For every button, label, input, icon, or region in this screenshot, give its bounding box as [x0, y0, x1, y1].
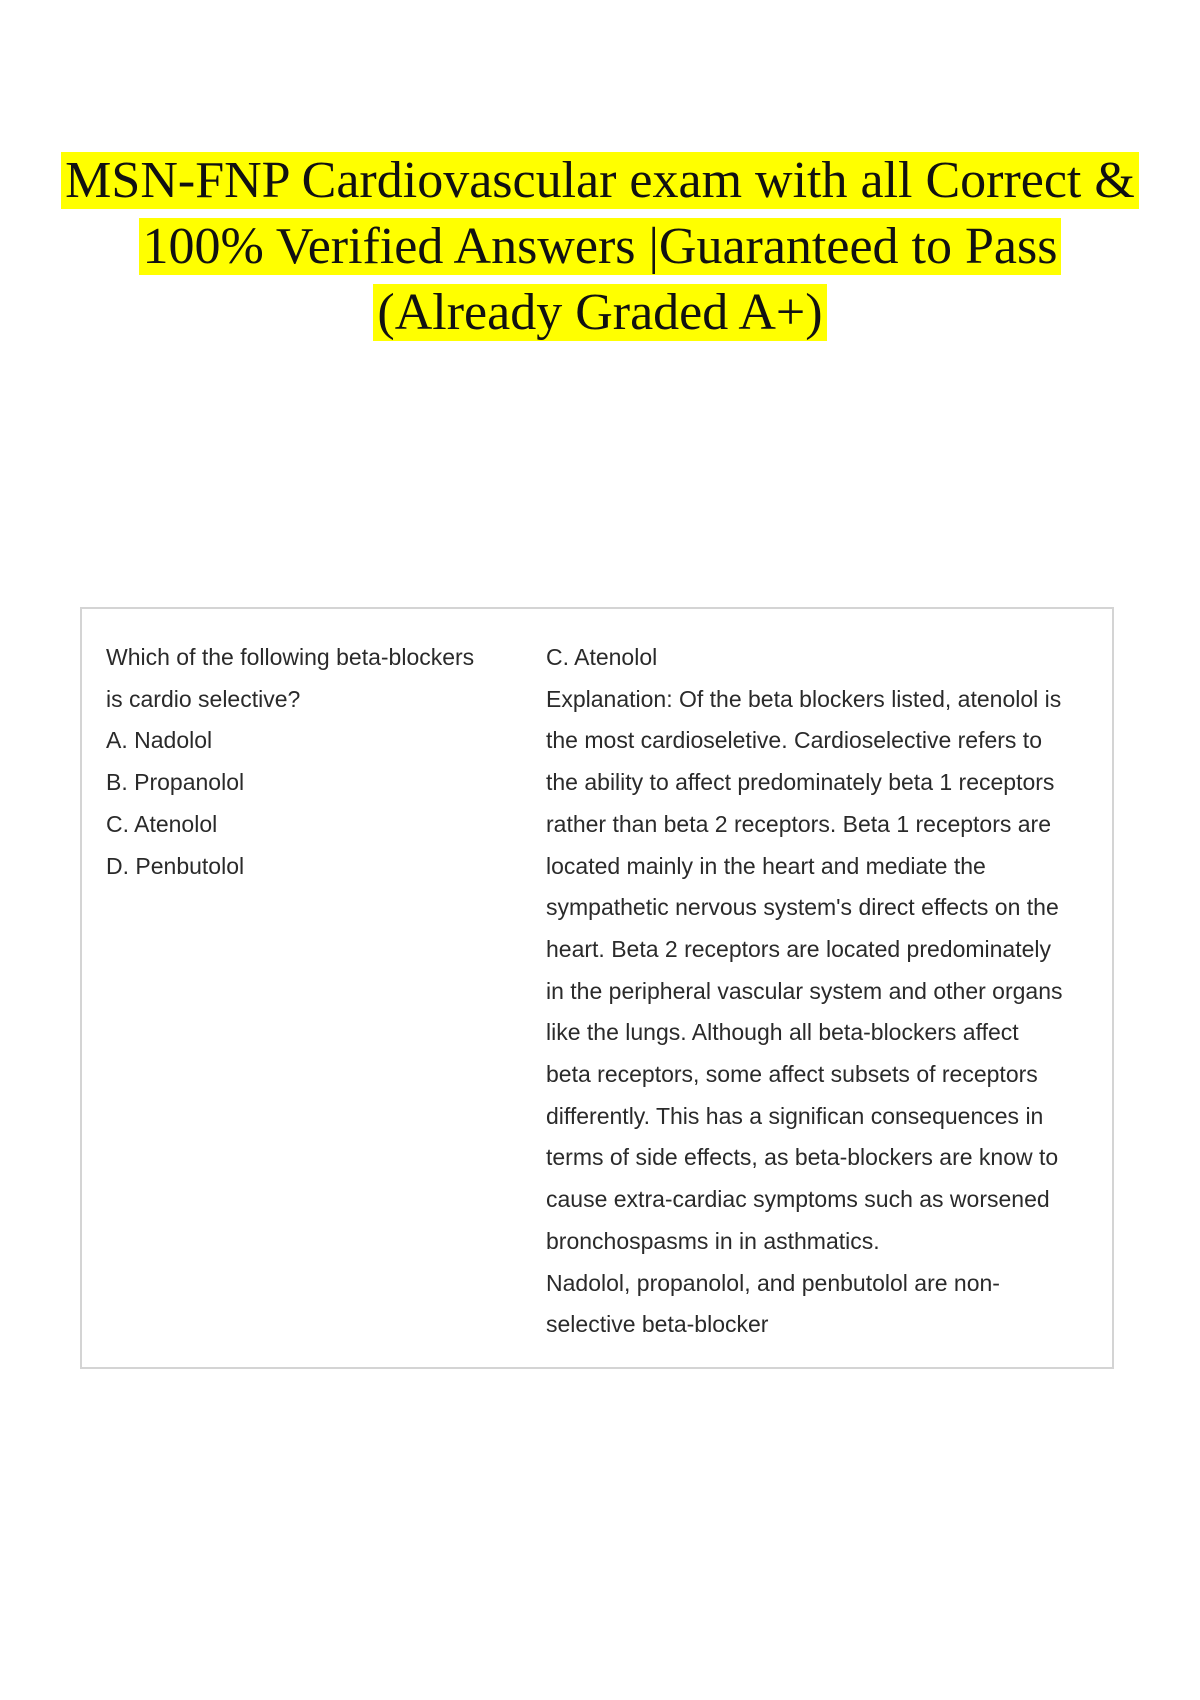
explanation-line-11: differently. This has a significan consequences in [546, 1102, 1044, 1129]
document-title [40, 148, 1160, 346]
explanation-line-10: beta receptors, some affect subsets of receptors [546, 1061, 1038, 1088]
answer-column [546, 637, 1086, 1346]
option-c: C. Atenolol [106, 810, 218, 837]
explanation-line-5: located mainly in the heart and mediate the [546, 852, 986, 879]
explanation-line-2: the most cardioseletive. Cardioselective refers to [546, 727, 1042, 754]
title-line-2: 100% Verified Answers |Guaranteed to Pass [139, 218, 1062, 275]
question-column [106, 637, 506, 887]
flashcard [80, 607, 1114, 1369]
explanation-line-14: bronchospasms in in asthmatics. [546, 1227, 880, 1254]
question-line-1: Which of the following beta-blockers [106, 644, 475, 670]
explanation-line-8: in the peripheral vascular system and other organs [546, 977, 1063, 1004]
answer-text: C. Atenolol [546, 644, 658, 670]
explanation-line-12: terms of side effects, as beta-blockers are know to [546, 1144, 1059, 1171]
option-a: A. Nadolol [106, 727, 213, 754]
title-line-1: MSN-FNP Cardiovascular exam with all Correct & [61, 152, 1139, 209]
explanation-line-3: the ability to affect predominately beta 1 receptors [546, 769, 1055, 796]
title-line-3: (Already Graded A+) [373, 284, 826, 341]
explanation-line-15: Nadolol, propanolol, and penbutolol are non- [546, 1269, 1000, 1296]
explanation-line-16: selective beta-blocker [546, 1311, 769, 1338]
question-line-2: is cardio selective? [106, 685, 301, 712]
explanation-line-6: sympathetic nervous system's direct effects on the [546, 894, 1059, 921]
option-b: B. Propanolol [106, 769, 245, 796]
explanation-line-1: Explanation: Of the beta blockers listed, atenolol is [546, 685, 1062, 712]
explanation-line-7: heart. Beta 2 receptors are located predominately [546, 935, 1052, 962]
explanation-line-13: cause extra-cardiac symptoms such as worsened [546, 1186, 1050, 1213]
explanation-line-9: like the lungs. Although all beta-blockers affect [546, 1019, 1019, 1046]
option-d: D. Penbutolol [106, 852, 245, 879]
explanation-line-4: rather than beta 2 receptors. Beta 1 receptors are [546, 810, 1052, 837]
